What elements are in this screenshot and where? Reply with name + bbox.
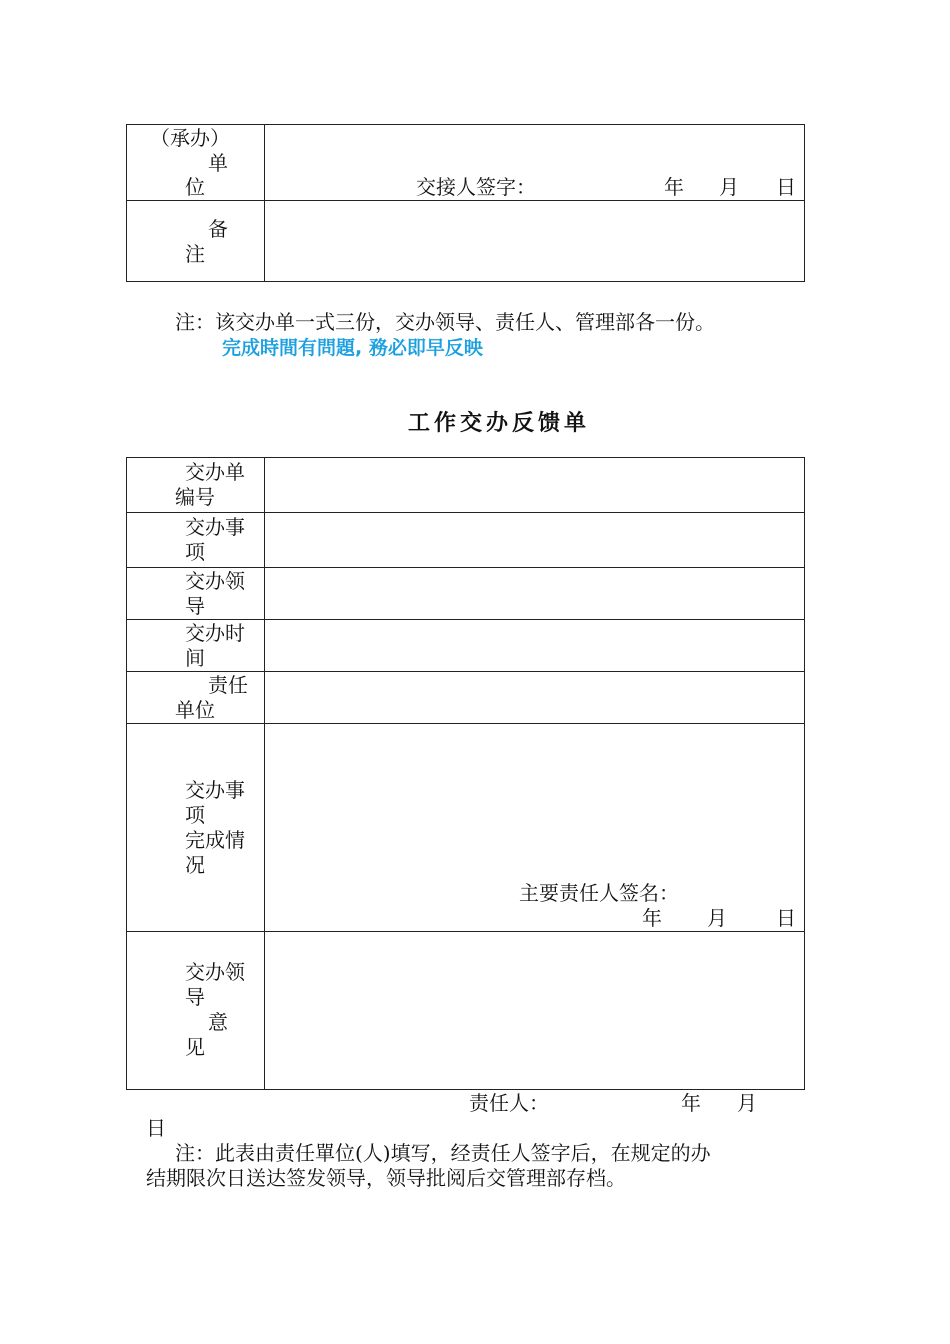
handover-sign-label: 交接人签字： (416, 175, 536, 199)
opinion-label-line4: 见 (185, 1035, 205, 1059)
time-label-line1: 交办时 (185, 621, 245, 645)
leader-label-line2: 导 (185, 594, 205, 618)
completion-label-line2: 项 (185, 803, 205, 827)
opinion-label-line2: 导 (185, 985, 205, 1009)
responsible-unit-label-line2: 单位 (175, 698, 215, 722)
deadline-warning: 完成時間有問題, 務必即早反映 (222, 337, 483, 359)
completion-day: 日 (776, 906, 796, 930)
order-number-label-line2: 编号 (175, 485, 215, 509)
footer-day: 日 (146, 1116, 166, 1140)
archive-note-line1: 注：此表由责任單位(人)填写，经责任人签字后，在规定的办 (175, 1141, 711, 1165)
archive-note-line2: 结期限次日送达签发领导，领导批阅后交管理部存档。 (146, 1166, 626, 1190)
copies-note: 注：该交办单一式三份，交办领导、责任人、管理部各一份。 (175, 310, 715, 334)
page-title: 工作交办反馈单 (408, 410, 591, 436)
completion-year: 年 (642, 906, 662, 930)
responsible-person-label: 责任人： (469, 1091, 549, 1115)
matter-label-line1: 交办事 (185, 515, 245, 539)
unit-label-line3: 位 (185, 175, 205, 199)
main-responsible-sign-label: 主要责任人签名： (519, 881, 679, 905)
handover-month: 月 (719, 175, 739, 199)
leader-label-line1: 交办领 (185, 569, 245, 593)
matter-label-line2: 项 (185, 540, 205, 564)
unit-label-line2: 单 (208, 151, 228, 175)
responsible-unit-label-line1: 责任 (208, 673, 248, 697)
order-number-label-line1: 交办单 (185, 460, 245, 484)
completion-month: 月 (707, 906, 727, 930)
remark-label-line2: 注 (185, 242, 205, 266)
opinion-label-line3: 意 (208, 1010, 228, 1034)
time-label-line2: 间 (185, 646, 205, 670)
remark-label-line1: 备 (208, 217, 228, 241)
footer-month: 月 (737, 1091, 757, 1115)
opinion-label-line1: 交办领 (185, 960, 245, 984)
handover-day: 日 (776, 175, 796, 199)
completion-label-line3: 完成情 (185, 828, 245, 852)
completion-label-line4: 况 (185, 853, 205, 877)
footer-year: 年 (681, 1091, 701, 1115)
completion-label-line1: 交办事 (185, 778, 245, 802)
unit-label-line1: （承办） (150, 126, 230, 150)
handover-year: 年 (664, 175, 684, 199)
